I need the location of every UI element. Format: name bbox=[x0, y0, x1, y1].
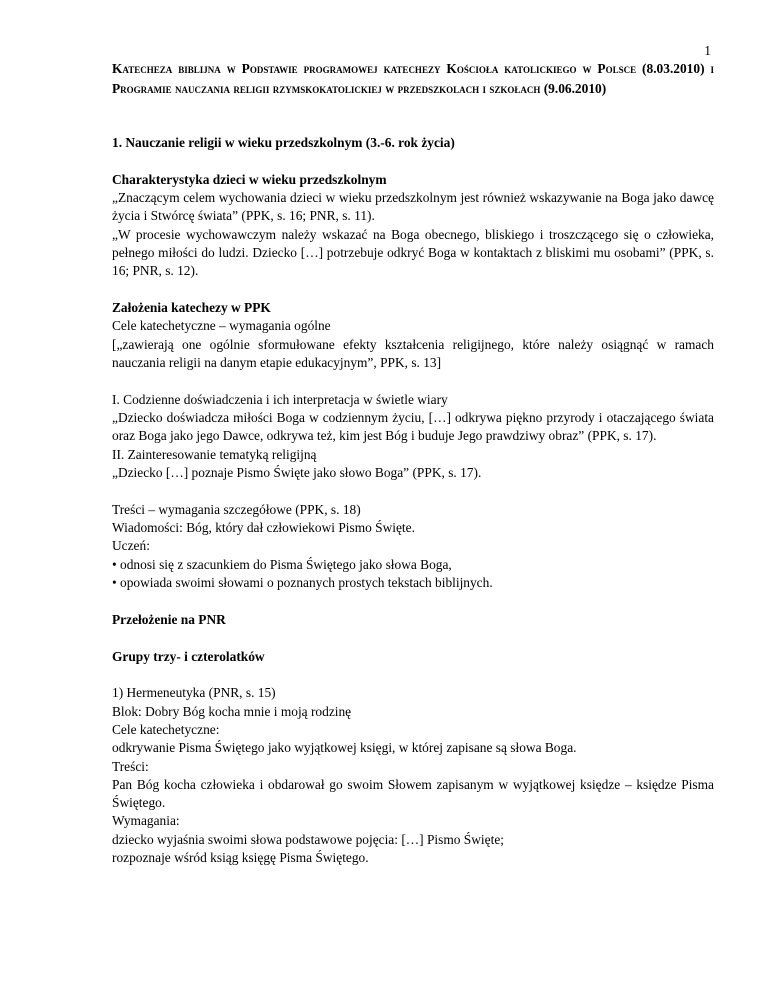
quote-paragraph: „Dziecko doświadcza miłości Boga w codziennym życiu, […] odkrywa piękno przyrody i otaczającego świata oraz Boga jako jego Dawce, odkrywa też, kim jest Bóg i buduje Jego prawdziwy obraz” (PPK, s. 17). bbox=[112, 410, 714, 444]
tresci-block bbox=[112, 501, 714, 592]
paragraph: [„zawierają one ogólnie sformułowane efekty kształcenia religijnego, które należy osiągnąć w ramach nauczania religii na danym etapie edukacyjnym”, PPK, s. 13] bbox=[112, 336, 714, 370]
wymagania-block bbox=[112, 391, 714, 482]
paragraph: Uczeń: bbox=[112, 538, 150, 554]
paragraph: Cele katechetyczne – wymagania ogólne bbox=[112, 318, 331, 334]
charakterystyka-block bbox=[112, 171, 714, 281]
quote-paragraph: „Znaczącym celem wychowania dzieci w wieku przedszkolnym jest również wskazywanie na Boga jako dawcę życia i Stwórcę świata” (PPK, s. 16; PNR, s. 11). bbox=[112, 190, 714, 224]
hermeneutyka-block bbox=[112, 684, 714, 867]
zalozenia-heading: Założenia katechezy w PPK bbox=[112, 300, 271, 316]
charakterystyka-heading: Charakterystyka dzieci w wieku przedszkolnym bbox=[112, 171, 387, 187]
paragraph: rozpoznaje wśród ksiąg księgę Pisma Świętego. bbox=[112, 850, 369, 865]
paragraph: Treści – wymagania szczegółowe (PPK, s. 18) bbox=[112, 501, 361, 517]
quote-paragraph: „W procesie wychowawczym należy wskazać na Boga obecnego, bliskiego i troszczącego się o człowieka, pełnego miłości do ludzi. Dziecko […] potrzebuje odkryć Boga w kontaktach z bliskimi mu osobami” (PPK, s. 16; PNR, s. 12). bbox=[112, 226, 714, 279]
paragraph: II. Zainteresowanie tematyką religijną bbox=[112, 446, 317, 462]
grupy-heading: Grupy trzy- i czterolatków bbox=[112, 648, 265, 664]
page-number: 1 bbox=[704, 43, 711, 58]
paragraph: 1) Hermeneutyka (PNR, s. 15) bbox=[112, 685, 276, 701]
paragraph: I. Codzienne doświadczenia i ich interpretacja w świetle wiary bbox=[112, 391, 448, 407]
paragraph: Pan Bóg kocha człowieka i obdarował go swoim Słowem zapisanym w wyjątkowej księdze – księdze Pisma Świętego. bbox=[112, 776, 714, 811]
zalozenia-block bbox=[112, 299, 714, 372]
paragraph: Blok: Dobry Bóg kocha mnie i moją rodzinę bbox=[112, 703, 352, 719]
przelozenie-heading: Przełożenie na PNR bbox=[112, 611, 226, 627]
paragraph: Wymagania: bbox=[112, 813, 180, 829]
paragraph: Treści: bbox=[112, 758, 149, 774]
paragraph: Cele katechetyczne: bbox=[112, 721, 220, 737]
section-heading: 1. Nauczanie religii w wieku przedszkolnym (3.-6. rok życia) bbox=[112, 135, 455, 150]
document-body bbox=[112, 134, 714, 867]
paragraph: odkrywanie Pisma Świętego jako wyjątkowej księgi, w której zapisane są słowa Boga. bbox=[112, 740, 577, 756]
quote-paragraph: „Dziecko […] poznaje Pismo Święte jako słowo Boga” (PPK, s. 17). bbox=[112, 464, 482, 480]
document-title: Katecheza biblijna w Podstawie programowej katechezy Kościoła katolickiego w Polsce (8.03.2010) i Programie nauczania religii rzymskokatolickiej w przedszkolach i szkołach (9.06.2010) bbox=[112, 61, 714, 96]
list-item: • odnosi się z szacunkiem do Pisma Świętego jako słowa Boga, bbox=[112, 556, 452, 572]
list-item: • opowiada swoimi słowami o poznanych prostych tekstach biblijnych. bbox=[112, 574, 493, 590]
paragraph: dziecko wyjaśnia swoimi słowa podstawowe pojęcia: […] Pismo Święte; bbox=[112, 831, 504, 847]
paragraph: Wiadomości: Bóg, który dał człowiekowi Pismo Święte. bbox=[112, 520, 415, 536]
